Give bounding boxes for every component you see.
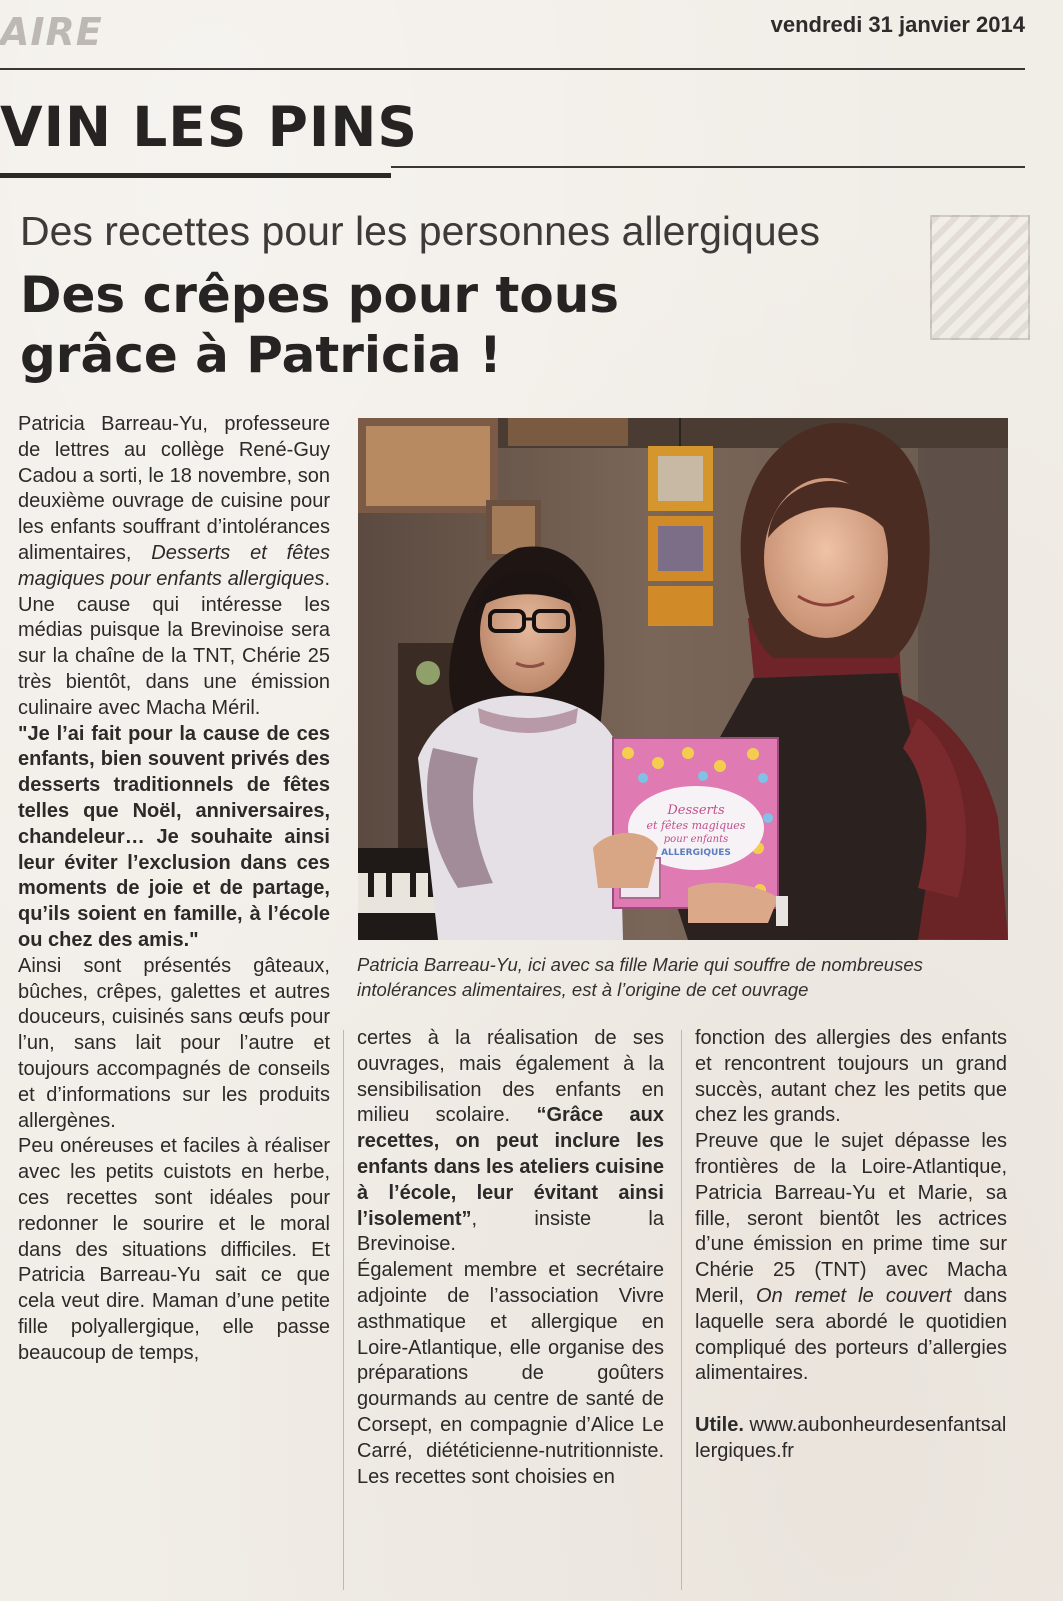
book-cover-title-4: ALLERGIQUES — [661, 848, 731, 858]
headline-line-1: Des crêpes pour tous — [20, 266, 620, 324]
useful-label: Utile. — [695, 1414, 744, 1437]
article-column-1 — [18, 412, 330, 1366]
publication-date: vendredi 31 janvier 2014 — [770, 12, 1025, 37]
article-column-2 — [357, 1026, 664, 1490]
article-headline — [20, 265, 660, 385]
town-heading-underline — [0, 173, 391, 178]
article-kicker: Des recettes pour les personnes allergiques — [20, 208, 820, 254]
pull-quote: "Je l’ai fait pour la cause de ces enfants, bien souvent privés des desserts traditionnels de fêtes telles que Noël, anniversaires, chandeleur… Je souhaite ainsi leur éviter l’exclusion dans ces moments de joie et de partage, qu’ils soient en famille, à l’école ou chez des amis." — [18, 722, 330, 951]
photo-illustration — [358, 418, 1008, 940]
headline-line-2: grâce à Patricia ! — [20, 326, 502, 384]
useful-info — [695, 1413, 1007, 1465]
paragraph: Peu onéreuses et faciles à réaliser avec les petits cuistots en herbe, ces recettes sont idéales pour redonner le sourire et le moral dans des situations difficiles. Et Patricia Barreau-Yu sait ce que cela veut dire. Maman d’une petite fille polyallergique, elle passe beaucoup de temps, — [18, 1135, 330, 1364]
pull-quote: “Grâce aux recettes, on peut inclure les enfants dans les ateliers cuisine à l’école, leur évitant ainsi l’isolement” — [357, 1104, 664, 1230]
paragraph — [695, 1129, 1007, 1387]
book-cover-title-2: et fêtes magiques — [646, 819, 746, 832]
paragraph: fonction des allergies des enfants et rencontrent toujours un grand succès, autant chez les petits que chez les grands. — [695, 1027, 1007, 1127]
article-column-3 — [695, 1026, 1007, 1465]
town-heading: VIN LES PINS — [0, 95, 419, 159]
paragraph: Également membre et secrétaire adjointe de l’association Vivre asthmatique et allergique en Loire-Atlantique, elle organise des préparations de goûters gourmands au centre de santé de Corsept, en compagnie d’Alice Le Carré, diététicienne-nutritionniste. Les recettes sont choisies en — [357, 1259, 664, 1488]
text-run: , insiste la Brevinoise. — [357, 1207, 664, 1256]
text-run: Preuve que le sujet dépasse les frontières de la Loire-Atlantique, Patricia Barreau-Yu et Marie, sa fille, seront bientôt les actrices d’une émission en prime time sur Chérie 25 (TNT) avec Macha Meril, — [695, 1130, 1007, 1307]
article-photo — [358, 418, 1008, 940]
text-run: Patricia Barreau-Yu, professeure de lettres au collège René-Guy Cadou a sorti, le 18 novembre, son deuxième ouvrage de cuisine pour les enfants souffrant d’intolérances alimentaires, — [18, 413, 330, 564]
book-cover-title-3: pour enfants — [663, 834, 729, 845]
section-header-fragment: AIRE — [0, 10, 103, 54]
paragraph — [18, 412, 330, 722]
paragraph: Ainsi sont présentés gâteaux, bûches, crêpes, galettes et autres douceurs, cuisinés sans œufs pour l’un, sans lait pour l’autre et toujours accompagnés de conseils et d’informations sur les produits allergènes. — [18, 954, 330, 1132]
tv-show-title: On remet le couvert — [756, 1284, 952, 1307]
bleed-through-logo — [930, 215, 1030, 340]
text-run: . Une cause qui intéresse les médias puisque la Brevinoise sera sur la chaîne de la TNT, Chérie 25 très bientôt, dans une émission culinaire avec Macha Méril. — [18, 567, 330, 719]
paragraph — [357, 1026, 664, 1258]
column-divider — [681, 1030, 682, 1590]
text-run: certes à la réalisation de ses ouvrages, mais également à la sensibilisation des enfants en milieu scolaire. — [357, 1027, 664, 1127]
text-run: dans laquelle sera abordé le quotidien compliqué des porteurs d’allergies alimentaires. — [695, 1284, 1007, 1385]
town-heading-rule — [391, 166, 1025, 168]
website-url: www.aubonheurdesenfantsallergiques.fr — [695, 1414, 1007, 1462]
column-divider — [343, 1030, 344, 1590]
book-cover-title-1: Desserts — [667, 803, 725, 818]
photo-caption: Patricia Barreau-Yu, ici avec sa fille Marie qui souffre de nombreuses intolérances alimentaires, est à l’origine de cet ouvrage — [357, 954, 923, 1000]
header-rule — [0, 68, 1025, 70]
book-title: Desserts et fêtes magiques pour enfants allergiques — [18, 541, 331, 590]
